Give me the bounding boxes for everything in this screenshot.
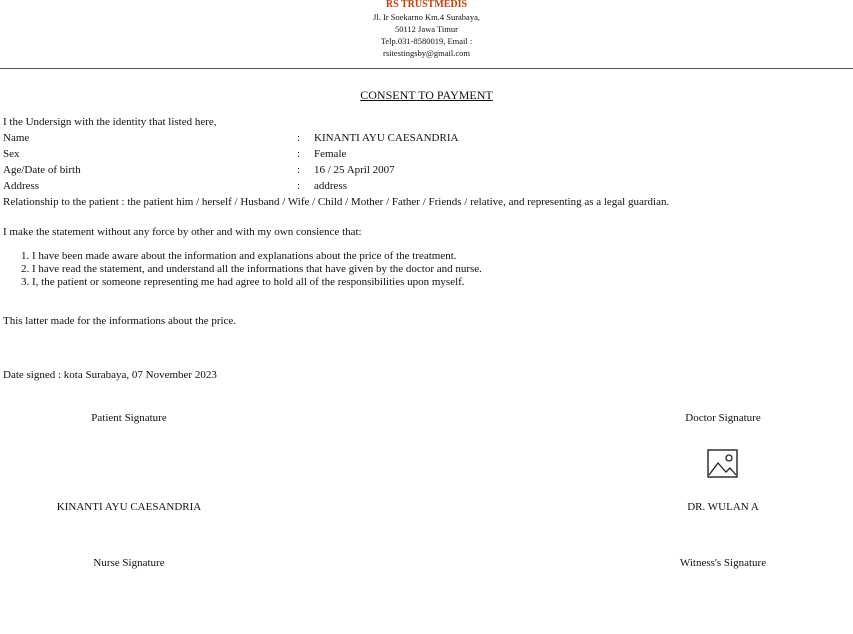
patient-name: KINANTI AYU CAESANDRIA xyxy=(56,501,202,513)
closing-text: This latter made for the informations about the price. xyxy=(3,315,237,327)
list-item: 2. I have read the statement, and understand all the informations that have given by the doctor and nurse. xyxy=(32,263,482,276)
doctor-name: DR. WULAN A xyxy=(687,501,759,513)
patient-signature-label: Patient Signature xyxy=(91,412,167,424)
hospital-name: RS TRUSTMEDIS xyxy=(385,0,468,10)
name-label: Name xyxy=(3,132,30,144)
statement-list xyxy=(3,250,482,289)
image-placeholder-icon xyxy=(707,449,738,478)
nurse-signature-label: Nurse Signature xyxy=(93,557,165,569)
address-line-2: 50112 Jawa Timur xyxy=(395,24,458,34)
email-line: rsitestingsby@gmail.com xyxy=(383,48,470,58)
doctor-signature-label: Doctor Signature xyxy=(685,412,761,424)
letterhead xyxy=(0,0,853,59)
relationship-text: Relationship to the patient : the patient him / herself / Husband / Wife / Child / Mother / Father / Friends / relative, and representing as a legal guardian. xyxy=(3,196,670,208)
address-line-1: Jl. Ir Soekarno Km.4 Surabaya, xyxy=(373,12,480,22)
colon: : xyxy=(297,164,301,176)
colon: : xyxy=(297,148,301,160)
header-divider xyxy=(0,68,853,69)
age-dob-value: 16 / 25 April 2007 xyxy=(314,164,395,176)
colon: : xyxy=(297,180,301,192)
sex-value: Female xyxy=(314,148,347,160)
contact-line: Telp.031-8580019, Email : xyxy=(380,36,473,46)
colon: : xyxy=(297,132,301,144)
sex-label: Sex xyxy=(3,148,20,160)
document-title: CONSENT TO PAYMENT xyxy=(360,88,493,102)
list-item: 3. I, the patient or someone representing me had agree to hold all of the responsibilities upon myself. xyxy=(32,276,482,289)
intro-text: I the Undersign with the identity that listed here, xyxy=(3,116,217,128)
name-value: KINANTI AYU CAESANDRIA xyxy=(314,132,459,144)
list-item: 1. I have been made aware about the information and explanations about the price of the treatment. xyxy=(32,250,482,263)
address-value: address xyxy=(314,180,347,192)
address-label: Address xyxy=(3,180,40,192)
statement-intro: I make the statement without any force by other and with my own consience that: xyxy=(3,226,362,238)
date-signed: Date signed : kota Surabaya, 07 November 2023 xyxy=(3,369,217,381)
witness-signature-label: Witness's Signature xyxy=(679,557,767,569)
age-dob-label: Age/Date of birth xyxy=(3,164,81,176)
